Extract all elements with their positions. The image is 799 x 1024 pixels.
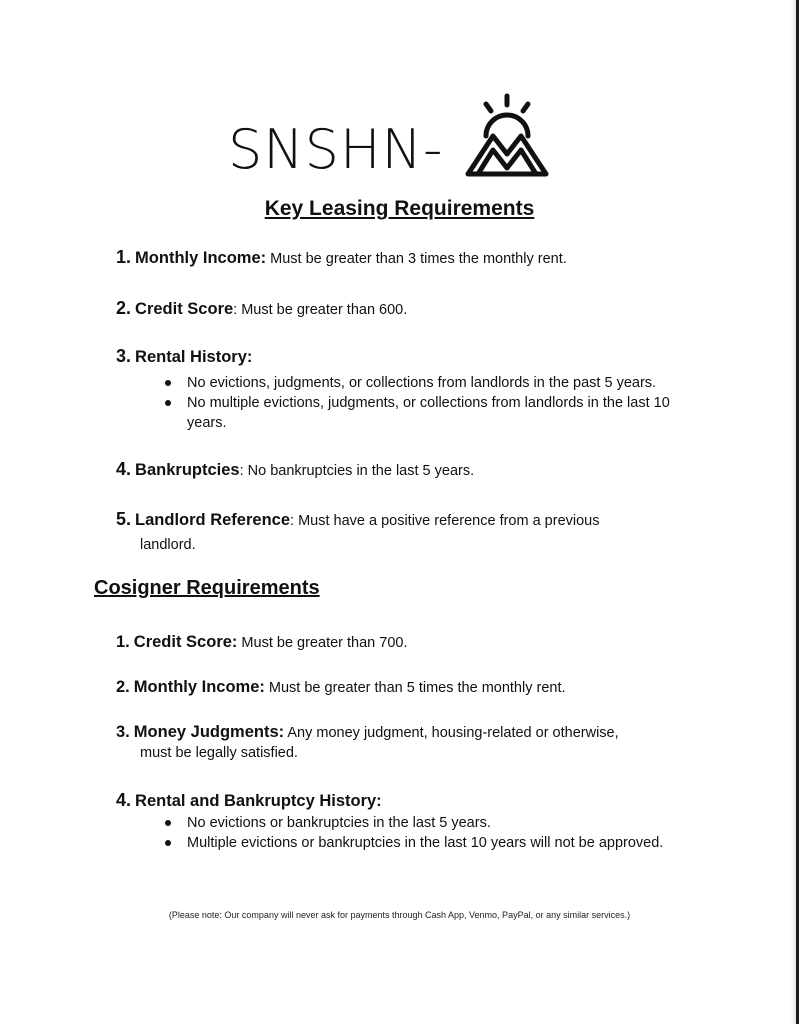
document-title: Key Leasing Requirements [264, 197, 535, 220]
item-number: 2. [116, 298, 132, 318]
item-label: Credit Score: [133, 633, 238, 651]
rental-history-bullets [162, 373, 697, 433]
list-item: No evictions, judgments, or collections from landlords in the past 5 years. [162, 373, 697, 393]
cosigner-monthly-income [116, 677, 696, 698]
item-number: 1. [116, 633, 130, 651]
item-number: 2. [116, 678, 130, 696]
list-item: Multiple evictions or bankruptcies in the last 10 years will not be approved. [162, 833, 722, 853]
item-label: Landlord Reference [135, 511, 291, 529]
logo-wordmark: SNSHN- [228, 118, 444, 181]
item-number: 3. [116, 723, 130, 741]
item-text: : Must be greater than 600. [233, 302, 408, 318]
item-number: 4. [116, 459, 132, 479]
item-label: Bankruptcies [135, 461, 240, 479]
cosigner-rental-bankruptcy-history [116, 790, 696, 812]
item-label: Money Judgments: [133, 723, 285, 741]
requirement-monthly-income [116, 247, 716, 269]
requirement-credit-score [116, 298, 716, 320]
item-label: Rental and Bankruptcy History: [135, 792, 382, 810]
list-item: No multiple evictions, judgments, or collections from landlords in the last 10 years. [162, 393, 697, 433]
requirement-rental-history [116, 346, 716, 368]
item-label: Monthly Income: [135, 249, 267, 267]
item-number: 1. [116, 247, 132, 267]
bullet-icon [165, 380, 171, 386]
cosigner-history-bullets [162, 813, 722, 853]
list-item: No evictions or bankruptcies in the last 5 years. [162, 813, 722, 833]
cosigner-money-judgments [116, 722, 696, 763]
cosigner-heading: Cosigner Requirements [94, 577, 320, 599]
item-text: : No bankruptcies in the last 5 years. [239, 463, 475, 479]
item-number: 4. [116, 790, 132, 810]
payment-footnote: (Please note: Our company will never ask for payments through Cash App, Venmo, PayPal, or any similar services.) [168, 910, 631, 920]
item-number: 3. [116, 346, 132, 366]
item-text: Must be greater than 3 times the monthly rent. [266, 251, 567, 267]
item-continuation: landlord. [140, 537, 196, 553]
item-label: Monthly Income: [133, 678, 265, 696]
bullet-icon [165, 840, 171, 846]
item-continuation: must be legally satisfied. [140, 745, 298, 761]
bullet-icon [165, 820, 171, 826]
item-text: Any money judgment, housing-related or otherwise, [284, 725, 619, 741]
requirement-landlord-reference [116, 509, 716, 555]
cosigner-credit-score [116, 632, 696, 653]
item-text: Must be greater than 700. [237, 635, 408, 651]
item-label: Rental History: [135, 348, 253, 366]
sun-mountain-logo-icon [464, 92, 564, 184]
item-label: Credit Score [135, 300, 234, 318]
item-number: 5. [116, 509, 132, 529]
item-text: Must be greater than 5 times the monthly rent. [264, 680, 566, 696]
company-logo [226, 92, 566, 184]
item-text: : Must have a positive reference from a previous [290, 513, 600, 529]
requirement-bankruptcies [116, 459, 716, 481]
bullet-icon [165, 400, 171, 406]
